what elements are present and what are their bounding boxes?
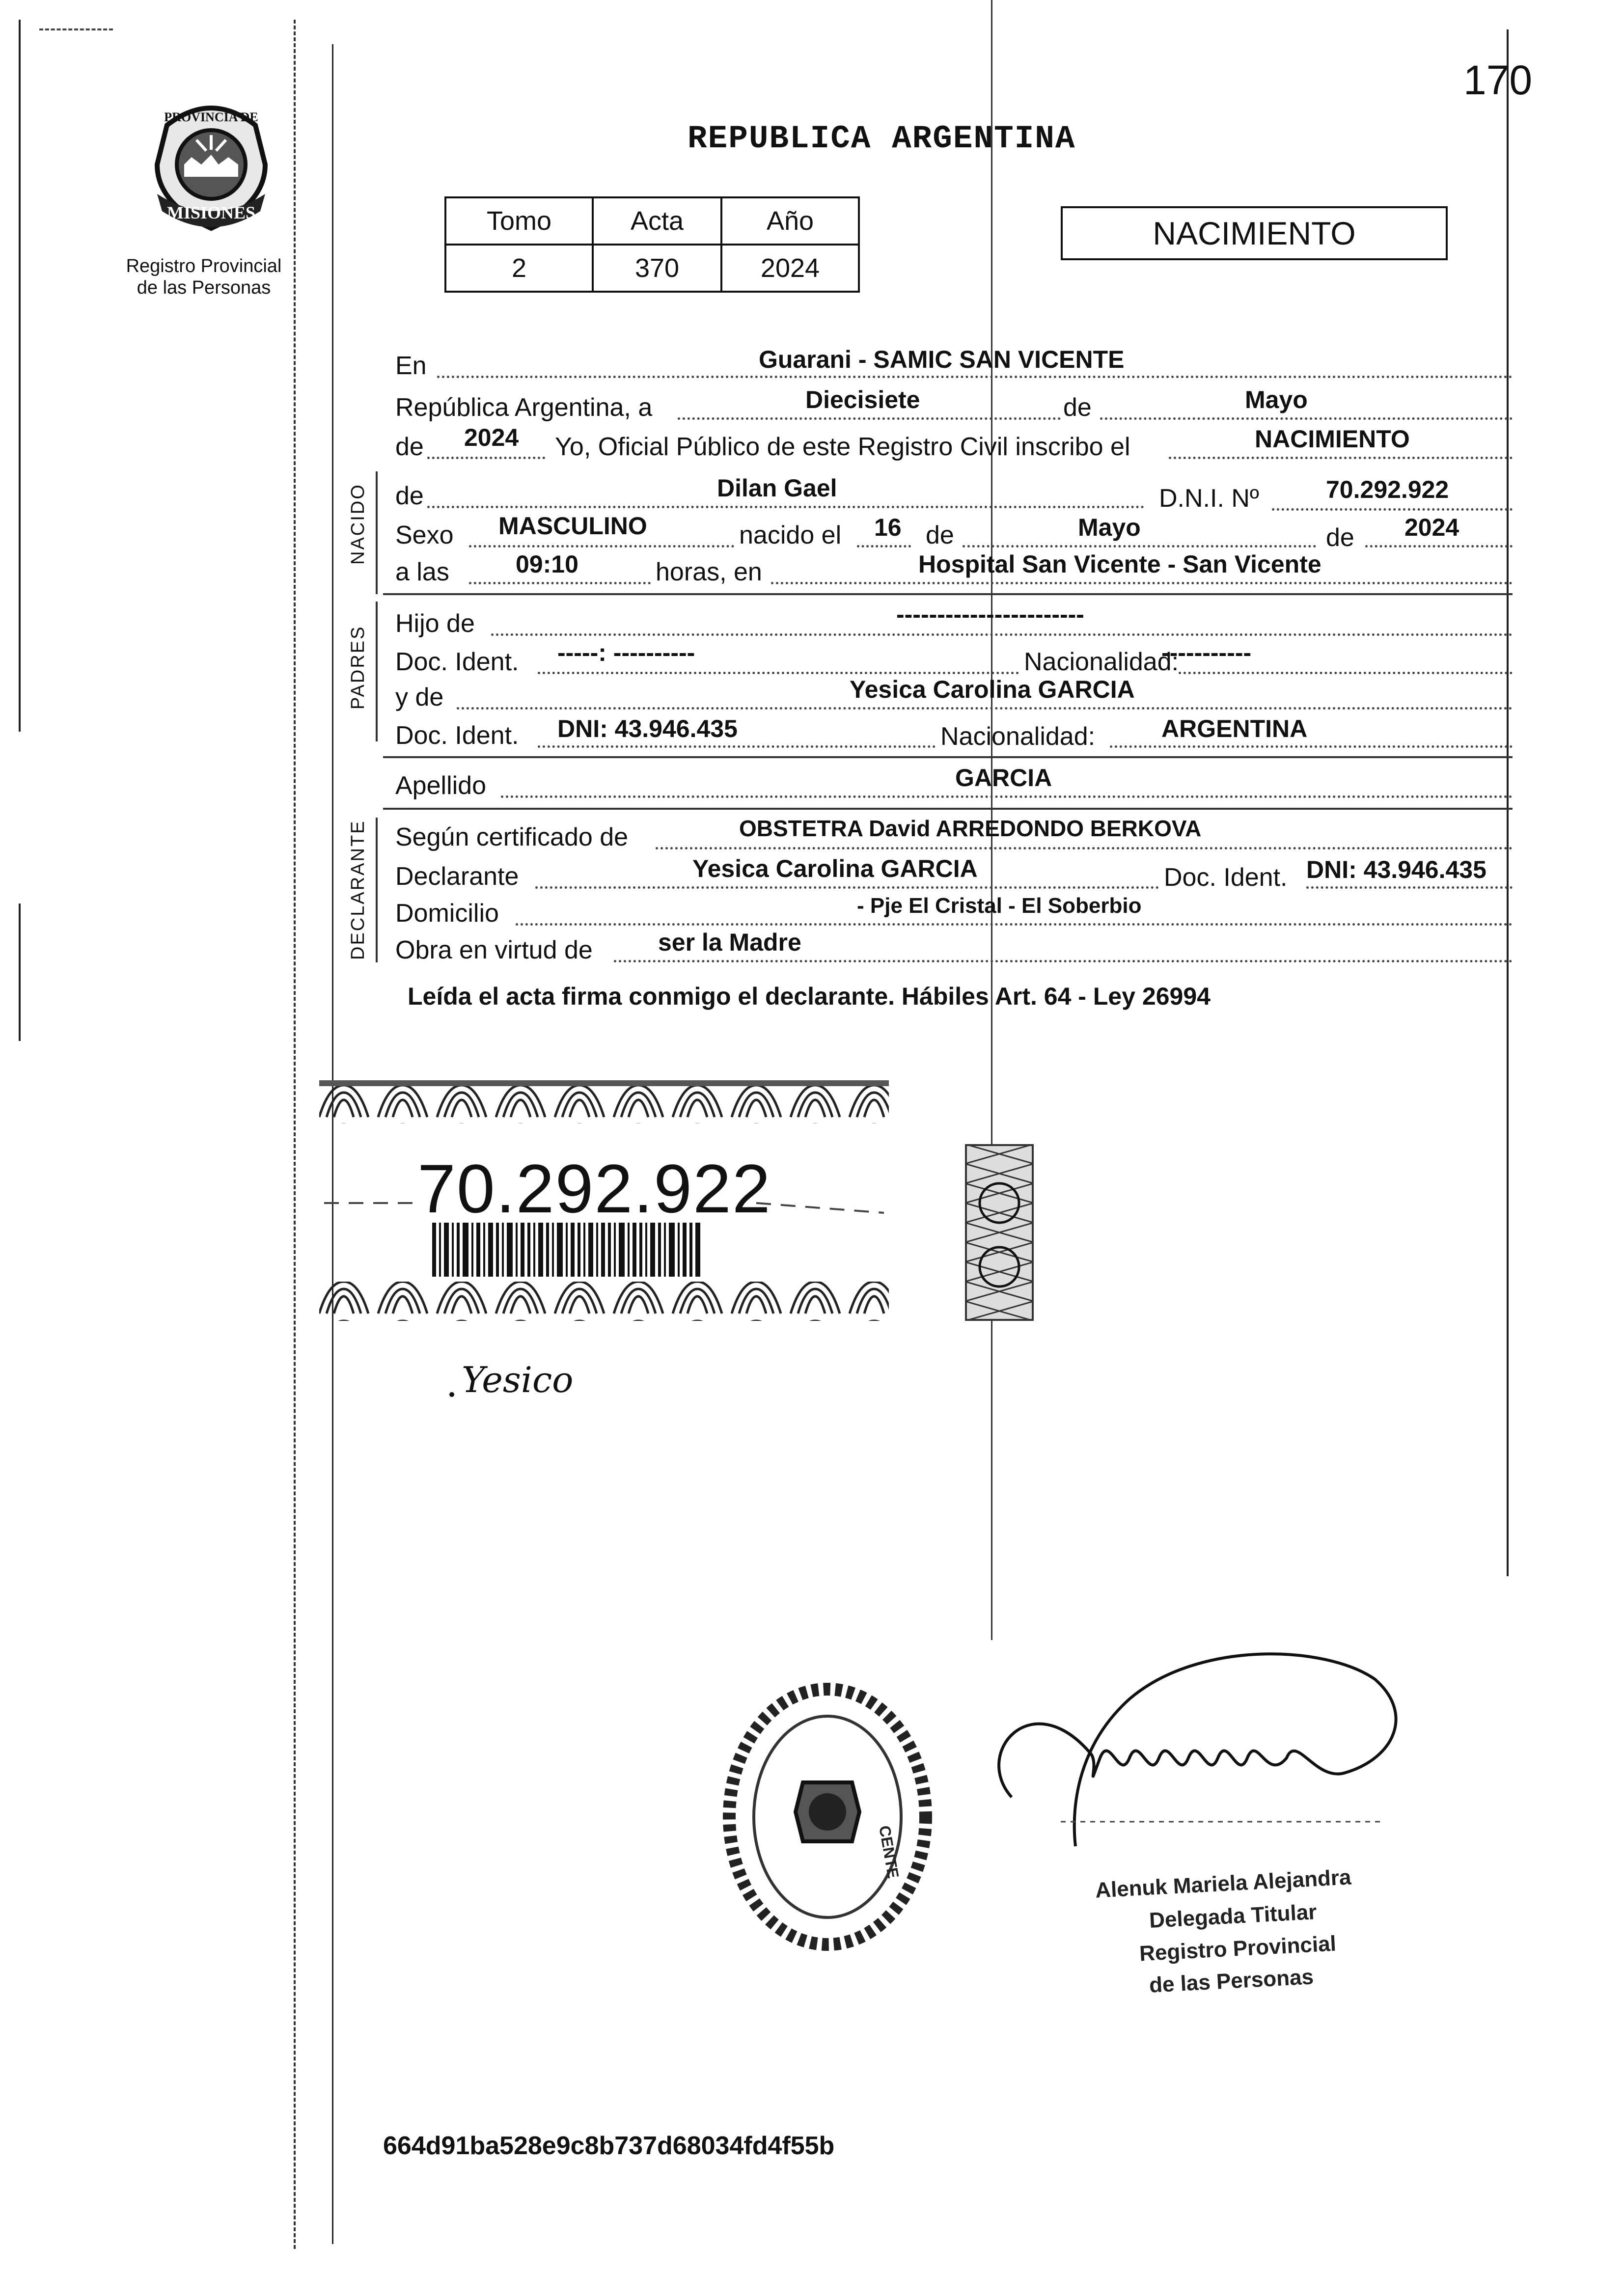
doc-ident-label: Doc. Ident.: [395, 648, 519, 676]
time-value: 09:10: [516, 550, 578, 578]
day-value: Diecisiete: [805, 386, 920, 413]
section-divider: [383, 756, 1513, 758]
binding-dash-line: [294, 20, 296, 2249]
padres-section-label: PADRES: [348, 625, 368, 710]
official-name: Alenuk Mariela Alejandra: [1095, 1865, 1352, 1903]
birth-day-value: 16: [874, 514, 902, 541]
declarante-label: Declarante: [395, 862, 519, 891]
svg-text:Yesico: Yesico: [462, 1359, 574, 1400]
svg-text:MISIONES: MISIONES: [166, 203, 256, 222]
dotted-line: [1110, 745, 1513, 748]
security-hologram: [965, 1144, 1034, 1321]
alas-label: a las: [395, 558, 449, 586]
reason-value: ser la Madre: [658, 929, 801, 956]
left-margin-line-lower: [19, 903, 21, 1041]
doc-ident-label: Doc. Ident.: [395, 721, 519, 750]
dotted-line: [501, 795, 1513, 798]
dotted-line: [1179, 672, 1513, 674]
de-label: de: [926, 521, 954, 549]
section-divider: [383, 808, 1513, 810]
svg-text:PROVINCIA DE: PROVINCIA DE: [164, 110, 258, 124]
officer-text: Yo, Oficial Público de este Registro Civil inscribo el: [555, 433, 1130, 461]
page-number: 170: [1463, 57, 1533, 103]
table-header-row: [445, 197, 859, 245]
dotted-line: [535, 886, 1159, 889]
de-label: de: [395, 482, 424, 510]
sexo-value: MASCULINO: [498, 512, 647, 540]
obra-en-virtud-label: Obra en virtud de: [395, 936, 593, 964]
closing-statement: Leída el acta firma conmigo el declarante. Hábiles Art. 64 - Ley 26994: [408, 983, 1211, 1010]
de-label: de: [395, 433, 424, 461]
dotted-line: [427, 506, 1144, 508]
document-title: REPUBLICA ARGENTINA: [688, 120, 1076, 157]
year-value: 2024: [464, 424, 519, 451]
father-name-value: -----------------------: [896, 601, 1084, 628]
left-margin-line: [19, 20, 21, 732]
de-label: de: [1063, 393, 1092, 422]
table-header-ano: Año: [721, 197, 859, 245]
dotted-line: [538, 745, 936, 748]
dotted-line: [1100, 417, 1513, 420]
dotted-line: [427, 457, 545, 459]
declarant-doc-value: DNI: 43.946.435: [1306, 856, 1486, 883]
nacido-el-label: nacido el: [739, 521, 842, 549]
official-signature: [953, 1635, 1503, 1866]
document-hash: 664d91ba528e9c8b737d68034fd4f55b: [383, 2132, 835, 2160]
month-value: Mayo: [1245, 386, 1308, 413]
segun-certificado-label: Según certificado de: [395, 823, 629, 851]
place-value: Guarani - SAMIC SAN VICENTE: [759, 346, 1125, 373]
official-role: Delegada Titular: [1148, 1900, 1318, 1933]
acta-value: 370: [593, 245, 721, 292]
hijo-de-label: Hijo de: [395, 609, 475, 638]
dotted-line: [656, 847, 1513, 849]
section-bracket: [376, 602, 378, 741]
right-edge-line: [1507, 29, 1509, 1576]
dotted-line: [437, 376, 1513, 378]
svg-text:CENTE: CENTE: [876, 1824, 903, 1880]
dotted-line: [1272, 508, 1513, 511]
section-bracket: [376, 818, 378, 962]
sexo-label: Sexo: [395, 521, 454, 549]
official-seal-stamp: [712, 1670, 943, 1964]
mother-doc-value: DNI: 43.946.435: [557, 715, 738, 742]
y-de-label: y de: [395, 683, 444, 712]
declarante-section-label: DECLARANTE: [348, 820, 368, 960]
nacido-section-label: NACIDO: [348, 483, 368, 565]
declarant-signature: [442, 1345, 609, 1409]
tomo-value: 2: [445, 245, 593, 292]
father-doc-value: -----: ----------: [557, 639, 695, 666]
dotted-line: [1169, 457, 1513, 459]
child-name-value: Dilan Gael: [717, 474, 837, 502]
dotted-line: [491, 633, 1513, 636]
mother-nationality-value: ARGENTINA: [1161, 715, 1308, 742]
de-label: de: [1326, 523, 1354, 552]
dotted-line: [516, 923, 1513, 926]
misiones-crest-logo: [138, 96, 285, 238]
registry-label: Registro Provincial de las Personas: [126, 256, 282, 298]
birth-place-value: Hospital San Vicente - San Vicente: [918, 550, 1321, 578]
nacionalidad-label: Nacionalidad:: [940, 722, 1096, 751]
barcode-bars: [432, 1223, 700, 1277]
birth-year-value: 2024: [1404, 514, 1459, 541]
section-divider: [383, 593, 1513, 595]
table-header-tomo: Tomo: [445, 197, 593, 245]
table-header-acta: Acta: [593, 197, 721, 245]
ano-value: 2024: [721, 245, 859, 292]
doc-ident-label: Doc. Ident.: [1164, 863, 1288, 892]
domicilio-label: Domicilio: [395, 899, 499, 928]
country-label: República Argentina, a: [395, 393, 653, 422]
address-value: - Pje El Cristal - El Soberbio: [857, 894, 1142, 918]
apellido-label: Apellido: [395, 771, 487, 800]
record-type-box: NACIMIENTO: [1061, 206, 1448, 260]
dotted-line: [614, 960, 1513, 962]
dotted-line: [1365, 545, 1513, 547]
certificate-value: OBSTETRA David ARREDONDO BERKOVA: [739, 816, 1202, 841]
dotted-line: [469, 545, 734, 547]
father-nationality-value: -----------: [1161, 639, 1252, 666]
en-label: En: [395, 352, 427, 380]
birth-month-value: Mayo: [1078, 514, 1141, 541]
inscription-value: NACIMIENTO: [1255, 425, 1410, 453]
dotted-line: [857, 545, 911, 547]
section-bracket: [376, 471, 378, 594]
dotted-line: [1306, 886, 1513, 889]
child-dni-value: 70.292.922: [1326, 476, 1449, 503]
dotted-line: [678, 417, 1061, 420]
dni-label: D.N.I. Nº: [1159, 484, 1259, 513]
apellido-value: GARCIA: [955, 764, 1052, 792]
official-org-2: de las Personas: [1148, 1965, 1315, 1998]
dotted-line: [469, 582, 651, 584]
tomo-acta-ano-table: [444, 196, 860, 293]
dotted-line: [457, 707, 1513, 710]
corner-marks: [39, 28, 113, 50]
dotted-line: [963, 545, 1316, 547]
declarant-name-value: Yesica Carolina GARCIA: [692, 855, 978, 882]
mother-name-value: Yesica Carolina GARCIA: [850, 676, 1135, 703]
barcode-number: 70.292.922: [417, 1150, 771, 1227]
dotted-line: [771, 582, 1513, 584]
table-row: [445, 245, 859, 292]
official-org: Registro Provincial: [1138, 1931, 1337, 1966]
dotted-line: [538, 672, 1019, 674]
horas-label: horas, en: [656, 558, 762, 586]
nacionalidad-label: Nacionalidad:: [1024, 648, 1179, 676]
